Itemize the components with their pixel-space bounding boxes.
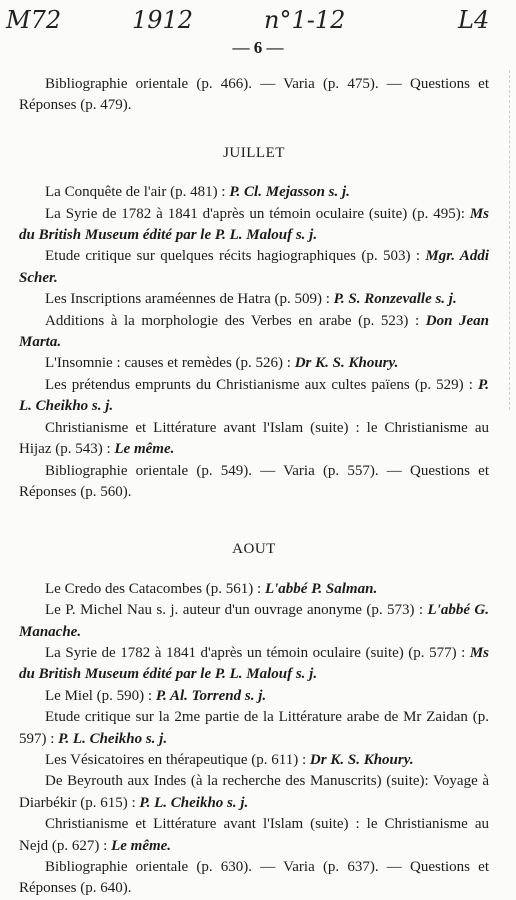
toc-entry bbox=[19, 204, 489, 247]
carry-over-entry: Bibliographie orientale (p. 466). — Varia (p. 475). — Questions et Réponses (p. 479). bbox=[19, 76, 489, 114]
entry-title: La Conquête de l'air (p. 481) : bbox=[45, 184, 230, 201]
entry-author: Le même. bbox=[111, 837, 172, 854]
section-heading-aout: AOUT bbox=[232, 541, 276, 558]
toc-entry bbox=[19, 643, 489, 686]
entry-author: Mgr. Addi Scher. bbox=[19, 248, 489, 286]
section-aout-entries bbox=[19, 579, 489, 900]
toc-entry bbox=[19, 857, 489, 900]
entry-title: Etude critique sur la 2me partie de la Littérature arabe de Mr Zaidan (p. 597) : bbox=[19, 709, 489, 747]
handwritten-note-4: L4 bbox=[458, 6, 490, 34]
entry-title: Le Credo des Catacombes (p. 561) : bbox=[45, 580, 265, 597]
toc-entry bbox=[19, 579, 489, 600]
toc-entry bbox=[19, 182, 489, 203]
section-heading-juillet: JUILLET bbox=[223, 144, 285, 161]
toc-entry bbox=[19, 686, 489, 707]
margin-line bbox=[508, 70, 510, 410]
toc-entry bbox=[19, 600, 489, 643]
entry-author: Dr K. S. Khoury. bbox=[294, 355, 399, 372]
toc-entry bbox=[19, 750, 489, 771]
entry-title: De Beyrouth aux Indes (à la recherche des Manuscrits) (suite): Voyage à Diarbékir (p. 615) : bbox=[19, 773, 489, 811]
toc-entry bbox=[19, 771, 489, 814]
entry-author: P. S. Ronzevalle s. j. bbox=[333, 291, 457, 308]
entry-title: Christianisme et Littérature avant l'Islam (suite) : le Christianisme au Nejd (p. 627) : bbox=[19, 816, 489, 854]
handwritten-note-2: 1912 bbox=[132, 6, 194, 34]
entry-title: Les Vésicatoires en thérapeutique (p. 611) : bbox=[45, 751, 310, 768]
toc-entry bbox=[19, 707, 489, 750]
toc-entry bbox=[19, 311, 489, 354]
entry-title: Additions à la morphologie des Verbes en arabe (p. 523) : bbox=[45, 312, 426, 329]
entry-author: P. Al. Torrend s. j. bbox=[155, 687, 267, 704]
handwritten-note-1: M72 bbox=[6, 6, 62, 34]
entry-author: Dr K. S. Khoury. bbox=[309, 751, 414, 768]
entry-title: Le P. Michel Nau s. j. auteur d'un ouvrage anonyme (p. 573) : bbox=[45, 602, 428, 619]
entry-title: La Syrie de 1782 à 1841 d'après un témoin oculaire (suite) (p. 495): bbox=[45, 205, 470, 222]
toc-entry bbox=[19, 289, 489, 310]
entry-title: Etude critique sur quelques récits hagiographiques (p. 503) : bbox=[45, 248, 426, 265]
entry-author: L'abbé P. Salman. bbox=[264, 580, 378, 597]
entry-author: P. Cl. Mejasson s. j. bbox=[229, 184, 350, 201]
page-number: — 6 — bbox=[232, 38, 284, 57]
entry-author: P. L. Cheikho s. j. bbox=[139, 794, 249, 811]
section-juillet-entries bbox=[19, 182, 489, 503]
entry-author: Ms du British Museum édité par le P. L. Malouf s. j. bbox=[19, 205, 489, 244]
entry-author: Ms du British Museum édité par le P. L. Malouf s. j. bbox=[19, 644, 489, 683]
entry-title: Le Miel (p. 590) : bbox=[45, 687, 156, 704]
toc-entry bbox=[19, 814, 489, 857]
entry-title: Bibliographie orientale (p. 549). — Varia (p. 557). — Questions et Réponses (p. 560). bbox=[19, 462, 489, 500]
entry-author: L'abbé G. Manache. bbox=[19, 602, 489, 640]
entry-title: Christianisme et Littérature avant l'Islam (suite) : le Christianisme au Hijaz (p. 543) : bbox=[19, 419, 489, 458]
entry-title: Les Inscriptions araméennes de Hatra (p. 509) : bbox=[45, 291, 334, 308]
toc-entry bbox=[19, 461, 489, 504]
table-of-contents bbox=[19, 74, 489, 900]
entry-author: Le même. bbox=[114, 441, 175, 458]
entry-author: P. L. Cheikho s. j. bbox=[19, 376, 489, 415]
entry-author: Don Jean Marta. bbox=[19, 312, 489, 351]
entry-title: Les prétendus emprunts du Christianisme aux cultes païens (p. 529) : bbox=[45, 376, 479, 393]
entry-title: L'Insomnie : causes et remèdes (p. 526) : bbox=[45, 355, 295, 372]
entry-author: P. L. Cheikho s. j. bbox=[58, 730, 168, 747]
handwritten-note-3: n°1-12 bbox=[264, 6, 346, 34]
entry-title: Bibliographie orientale (p. 630). — Varia (p. 637). — Questions et Réponses (p. 640). bbox=[19, 859, 489, 897]
entry-title: La Syrie de 1782 à 1841 d'après un témoin oculaire (suite) (p. 577) : bbox=[45, 644, 470, 661]
toc-entry bbox=[19, 353, 489, 374]
toc-entry bbox=[19, 246, 489, 289]
toc-entry bbox=[19, 375, 489, 418]
toc-entry bbox=[19, 418, 489, 461]
